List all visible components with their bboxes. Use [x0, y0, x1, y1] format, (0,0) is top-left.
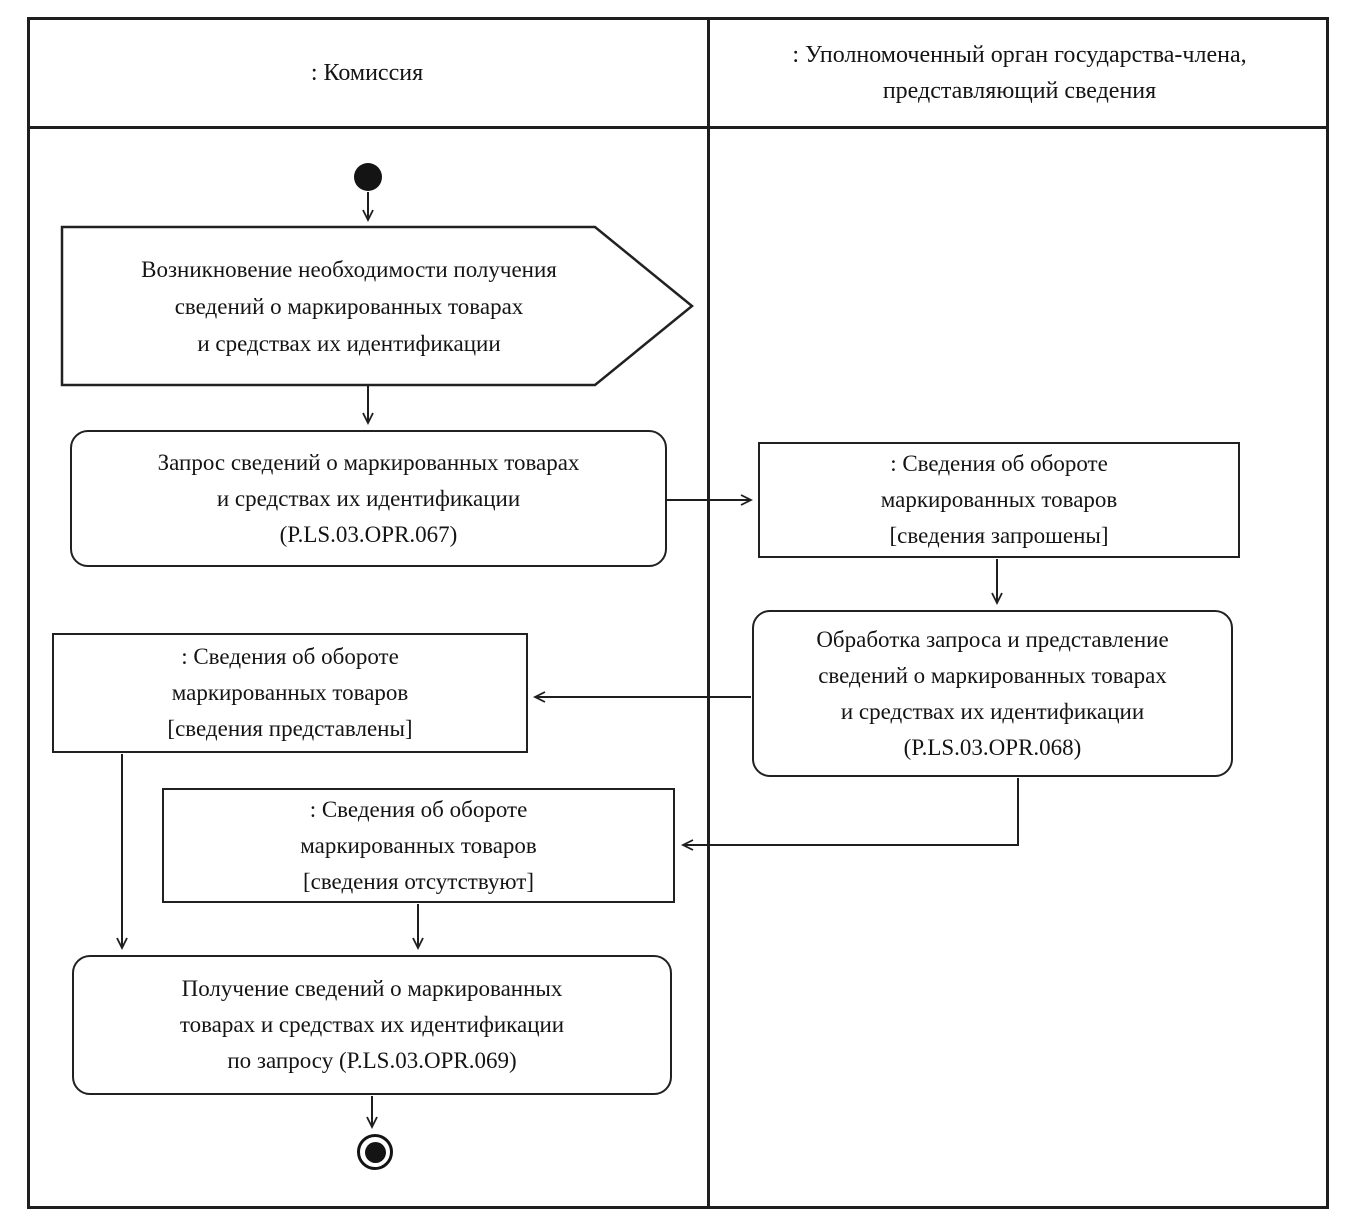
object-node-provided-line1: : Сведения об обороте: [181, 644, 399, 669]
swimlane-divider: [707, 17, 710, 1209]
swimlane-header-separator: [27, 126, 1329, 129]
object-node-provided: [52, 633, 528, 753]
action-node-receive-line2: товарах и средствах их идентификации: [179, 1012, 565, 1037]
object-node-requested-line2: маркированных товаров: [880, 487, 1118, 512]
object-node-absent-line2: маркированных товаров: [300, 832, 537, 858]
initial-node: [354, 163, 382, 191]
object-node-provided-line3: [сведения представлены]: [167, 716, 413, 741]
lane-header-commission: [30, 20, 704, 126]
action-node-process-line4: (P.LS.03.OPR.068): [903, 734, 1082, 760]
signal-node-line1: Возникновение необходимости получения: [141, 256, 557, 282]
action-node-receive: [72, 955, 672, 1095]
action-node-process-line1: Обработка запроса и представление: [816, 626, 1169, 652]
lane-header-commission-label: : Комиссия: [310, 60, 424, 86]
lane-header-authorized-body-label-line2: представляющий сведения: [882, 78, 1157, 104]
action-node-process-line2: сведений о маркированных товарах: [818, 662, 1167, 688]
action-node-process: [752, 610, 1233, 777]
lane-header-authorized-body: [713, 20, 1326, 126]
object-node-absent-line3: [сведения отсутствуют]: [302, 868, 535, 894]
signal-node-line2: сведений о маркированных товарах: [174, 293, 524, 319]
object-node-requested-line3: [сведения запрошены]: [889, 523, 1109, 548]
final-node-dot: [365, 1142, 386, 1163]
action-node-request-line3: (P.LS.03.OPR.067): [279, 521, 458, 547]
object-node-requested-line1: : Сведения об обороте: [890, 451, 1108, 476]
action-node-request: [70, 430, 667, 567]
signal-node-trigger: [70, 231, 628, 381]
action-node-request-line2: и средствах их идентификации: [216, 485, 521, 511]
action-node-receive-line1: Получение сведений о маркированных: [181, 976, 563, 1001]
lane-header-authorized-body-label-line1: : Уполномоченный орган государства-члена,: [792, 42, 1247, 68]
action-node-receive-line3: по запросу (P.LS.03.OPR.069): [227, 1048, 517, 1073]
object-node-provided-line2: маркированных товаров: [171, 680, 409, 705]
object-node-absent: [162, 788, 675, 903]
action-node-process-line3: и средствах их идентификации: [840, 698, 1145, 724]
signal-node-line3: и средствах их идентификации: [197, 330, 501, 356]
object-node-absent-line1: : Сведения об обороте: [309, 796, 528, 822]
object-node-requested: [758, 442, 1240, 558]
action-node-request-line1: Запрос сведений о маркированных товарах: [157, 449, 580, 475]
final-node: [357, 1134, 393, 1170]
